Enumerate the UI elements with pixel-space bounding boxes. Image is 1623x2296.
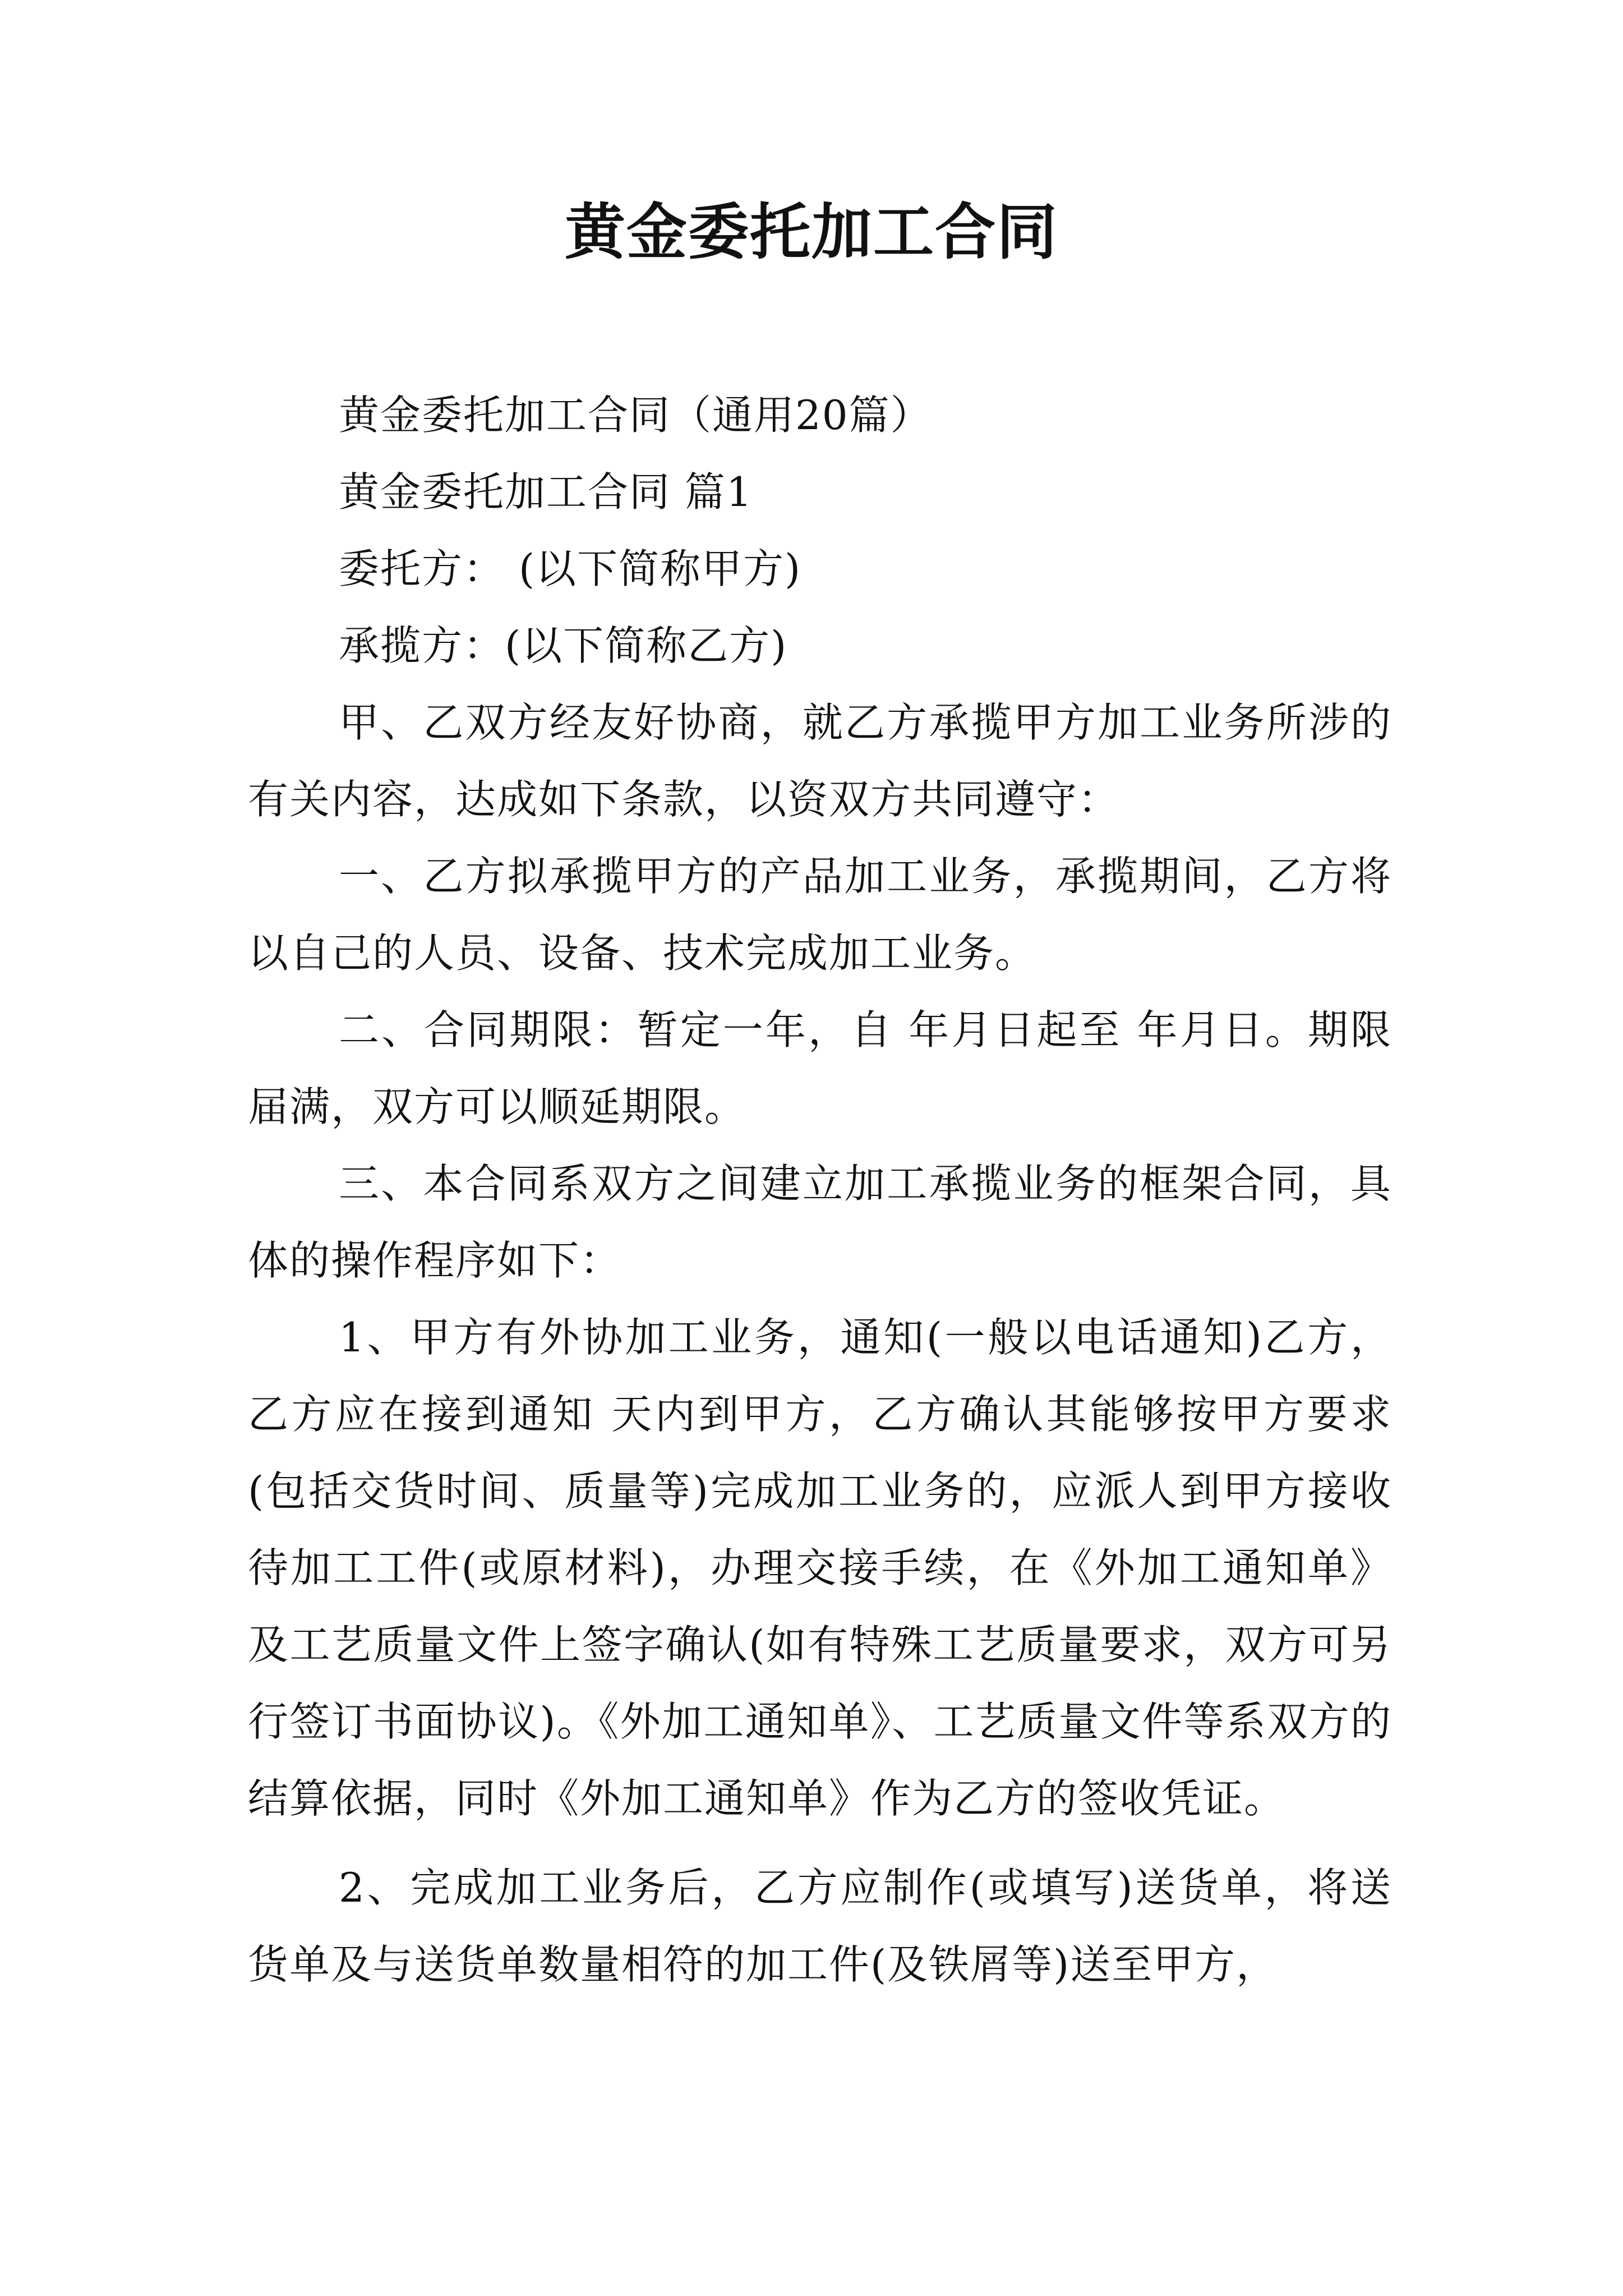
paragraph-clause-2: 二、合同期限：暂定一年，自 年月日起至 年月日。期限届满，双方可以顺延期限。 (248, 1006, 1392, 1130)
paragraph-client: 委托方： (以下简称甲方) (339, 545, 802, 592)
paragraph-procedure-1: 1、甲方有外协加工业务，通知(一般以电话通知)乙方，乙方应在接到通知 天内到甲方，乙方确认其能够按甲方要求(包括交货时间、质量等)完成加工业务的，应派人到甲方接收待加工工件(或原材料)，办理交接手续，在《外加工通知单》及工艺质量文件上签字确认(如有特殊工艺质量要求，双方可另行签订书面协议)。《外加工通知单》、工艺质量文件等系双方的结算依据，同时《外加工通知单》作为乙方的签收凭证。 (248, 1314, 1392, 1822)
paragraph-contractor: 承揽方：(以下简称乙方) (339, 622, 788, 669)
paragraph-procedure-2: 2、完成加工业务后，乙方应制作(或填写)送货单，将送货单及与送货单数量相符的加工件(及铁屑等)送至甲方， (248, 1864, 1392, 1988)
document-title: 黄金委托加工合同 (564, 197, 1058, 268)
paragraph-clause-1: 一、乙方拟承揽甲方的产品加工业务，承揽期间，乙方将以自己的人员、设备、技术完成加工业务。 (248, 853, 1392, 977)
paragraph-subtitle: 黄金委托加工合同（通用20篇） (339, 392, 932, 439)
paragraph-clause-3: 三、本合同系双方之间建立加工承揽业务的框架合同，具体的操作程序如下： (248, 1160, 1392, 1284)
paragraph-section-heading: 黄金委托加工合同 篇1 (339, 468, 753, 516)
document-body (248, 377, 1392, 2003)
paragraph-preamble: 甲、乙双方经友好协商，就乙方承揽甲方加工业务所涉的有关内容，达成如下条款，以资双方共同遵守： (248, 699, 1392, 823)
